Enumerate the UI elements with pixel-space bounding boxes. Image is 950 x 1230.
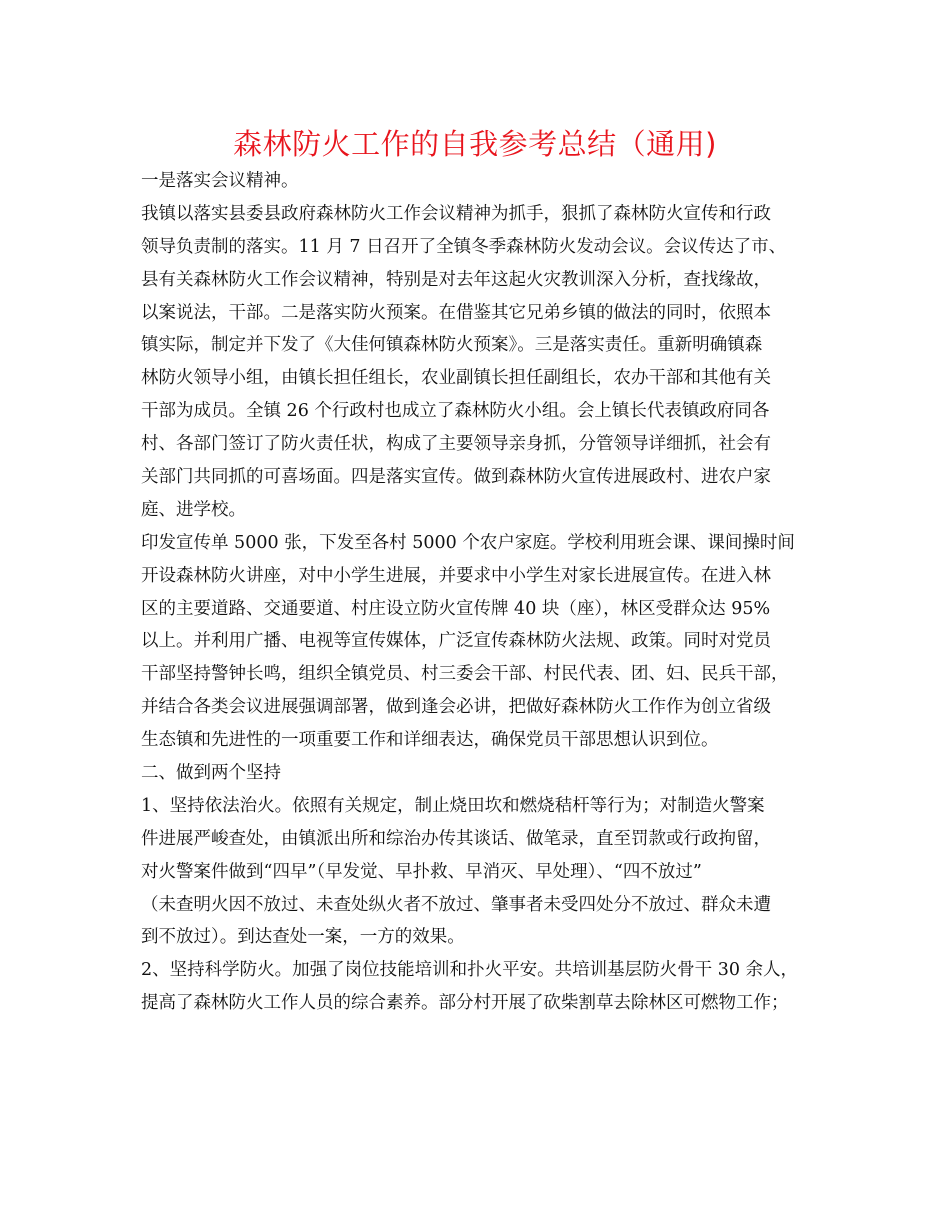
text-line: 县有关森林防火工作会议精神，特别是对去年这起火灾教训深入分析，查找缘故， bbox=[141, 269, 771, 290]
text-line: 干部坚持警钟长鸣，组织全镇党员、村三委会干部、村民代表、团、妇、民兵干部， bbox=[141, 664, 789, 685]
document-body bbox=[141, 165, 831, 1020]
text-line: 林防火领导小组，由镇长担任组长，农业副镇长担任副组长，农办干部和其他有关 bbox=[141, 368, 771, 389]
text-line: 以上。并利用广播、电视等宣传媒体，广泛宣传森林防火法规、政策。同时对党员 bbox=[141, 631, 771, 652]
text-line: 到不放过）。到达查处一案，一方的效果。 bbox=[141, 927, 465, 948]
text-line: 镇实际，制定并下发了《大佳何镇森林防火预案》。三是落实责任。重新明确镇森 bbox=[141, 335, 763, 356]
text-line: 1、坚持依法治火。依照有关规定，制止烧田坎和燃烧秸杆等行为；对制造火警案 bbox=[141, 795, 765, 816]
text-line: 关部门共同抓的可喜场面。四是落实宣传。做到森林防火宣传进展政村、进农户家 bbox=[141, 467, 771, 488]
text-line: 干部为成员。全镇 26 个行政村也成立了森林防火小组。会上镇长代表镇政府同各 bbox=[141, 401, 770, 422]
text-line: 开设森林防火讲座，对中小学生进展，并要求中小学生对家长进展宣传。在进入林 bbox=[141, 565, 771, 586]
text-line: 生态镇和先进性的一项重要工作和详细表达，确保党员干部思想认识到位。 bbox=[141, 730, 719, 751]
text-line: 庭、进学校。 bbox=[141, 499, 246, 520]
text-line: 2、坚持科学防火。加强了岗位技能培训和扑火平安。共培训基层防火骨干 30 余人， bbox=[141, 960, 799, 981]
text-line: 我镇以落实县委县政府森林防火工作会议精神为抓手，狠抓了森林防火宣传和行政 bbox=[141, 203, 771, 224]
text-line: 并结合各类会议进展强调部署，做到逢会必讲，把做好森林防火工作作为创立省级 bbox=[141, 697, 771, 718]
text-line: 村、各部门签订了防火责任状，构成了主要领导亲身抓，分管领导详细抓，社会有 bbox=[141, 434, 771, 455]
text-line: 以案说法，干部。二是落实防火预案。在借鉴其它兄弟乡镇的做法的同时，依照本 bbox=[141, 302, 771, 323]
text-line: （未查明火因不放过、未查处纵火者不放过、肇事者未受四处分不放过、群众未遭 bbox=[141, 894, 771, 915]
text-line: 领导负责制的落实。11 月 7 日召开了全镇冬季森林防火发动会议。会议传达了市、 bbox=[141, 236, 787, 257]
text-line: 区的主要道路、交通要道、村庄设立防火宣传牌 40 块（座），林区受群众达 95% bbox=[141, 598, 771, 619]
document-title: 森林防火工作的自我参考总结（通用) bbox=[233, 127, 717, 161]
text-line: 一是落实会议精神。 bbox=[141, 171, 299, 191]
text-line: 件进展严峻查处，由镇派出所和综治办传其谈话、做笔录，直至罚款或行政拘留， bbox=[141, 828, 771, 849]
section-heading: 二、做到两个坚持 bbox=[141, 763, 281, 784]
text-line: 提高了森林防火工作人员的综合素养。部分村开展了砍柴割草去除林区可燃物工作； bbox=[141, 993, 789, 1014]
text-line: 印发宣传单 5000 张，下发至各村 5000 个农户家庭。学校利用班会课、课间操时间 bbox=[141, 532, 795, 553]
text-line: 对火警案件做到“四早”（早发觉、早扑救、早消灭、早处理）、“四不放过” bbox=[141, 861, 702, 882]
